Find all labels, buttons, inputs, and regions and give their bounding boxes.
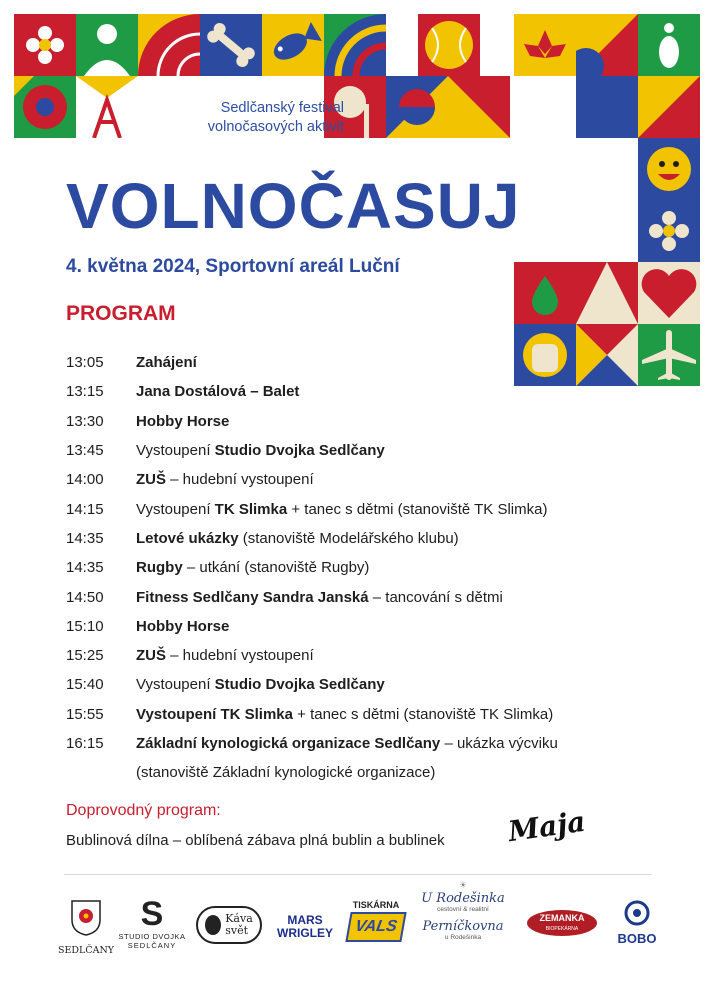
schedule-highlight: Jana Dostálová – Balet (136, 383, 300, 401)
sponsor-logos (0, 880, 713, 990)
sedlcany-logo (56, 900, 116, 956)
schedule-text: – hudební vystoupení (166, 647, 314, 665)
zemanka-line1: ZEMANKA (539, 913, 585, 923)
schedule-row (66, 407, 666, 436)
schedule-time: 14:00 (66, 471, 104, 489)
tiskarna-label: TISKÁRNA (352, 900, 400, 910)
studio-dvojka-logo (116, 896, 188, 950)
schedule-time: 15:55 (66, 705, 104, 723)
schedule-row (66, 494, 666, 523)
daisy-tile (638, 200, 700, 262)
schedule-description (136, 501, 666, 518)
blue-block-tile (576, 76, 638, 138)
schedule-description (136, 559, 666, 576)
schedule-description (136, 354, 666, 371)
schedule-description (136, 618, 666, 635)
wheel-tile (138, 14, 200, 76)
schedule-highlight: Fitness Sedlčany Sandra Janská (136, 588, 369, 606)
studio-s-icon: S (140, 895, 164, 933)
schedule-description (136, 413, 666, 430)
u-rodesinka-sub: cestovní & realitní (437, 906, 489, 913)
schedule-description (136, 647, 666, 664)
schedule-row (66, 377, 666, 406)
mars-line2: WRIGLEY (277, 926, 333, 940)
schedule-row (66, 641, 666, 670)
kava-line1: Káva (225, 912, 253, 925)
schedule-highlight: Základní kynologická organizace Sedlčany (136, 735, 441, 752)
footprint-tile (638, 14, 700, 76)
schedule-row (66, 758, 666, 787)
schedule-time: 13:05 (66, 354, 104, 372)
wedge-tile (576, 14, 638, 76)
accompanying-program-heading: Doprovodný program: (66, 802, 221, 819)
schedule-row (66, 436, 666, 465)
drop-tile (514, 262, 576, 324)
zemanka-line2: BIOPEKÁRNA (545, 926, 579, 932)
coat-of-arms-icon (71, 900, 101, 936)
schedule-description (136, 471, 666, 488)
schedule-highlight: ZUŠ (136, 471, 166, 489)
schedule-time: 14:50 (66, 588, 104, 606)
schedule-time: 15:10 (66, 617, 104, 635)
schedule-text: Vystoupení (136, 676, 215, 694)
schedule-text: + tanec s dětmi (stanoviště TK Slimka) (287, 500, 548, 518)
page-title: VOLNOČASUJ (66, 170, 521, 242)
rainbow-tile (324, 14, 386, 76)
schedule-row (66, 553, 666, 582)
lotus-tile (514, 14, 576, 76)
triangle-tile (448, 76, 510, 138)
schedule-text: Vystoupení (136, 442, 215, 460)
schedule-time: 13:30 (66, 412, 104, 430)
schedule-text: – tancování s dětmi (368, 588, 503, 606)
schedule-row (66, 612, 666, 641)
subtitle-line1: Sedlčanský festival (220, 100, 344, 116)
schedule-description (136, 764, 666, 781)
triangle-green-tile (576, 262, 638, 324)
coffee-bean-icon (205, 915, 221, 935)
ball-tile (418, 14, 480, 76)
schedule-time: 15:40 (66, 676, 104, 694)
schedule-time: 13:45 (66, 442, 104, 460)
schedule-description (136, 530, 666, 547)
tiskarna-vals-logo (344, 900, 408, 942)
schedule-text: Vystoupení (136, 500, 215, 518)
schedule-row (66, 582, 666, 611)
schedule-highlight: Letové ukázky (136, 529, 239, 547)
schedule-highlight: Zahájení (136, 354, 197, 372)
schedule-row (66, 729, 666, 758)
heart-tile (638, 262, 700, 324)
program-heading: PROGRAM (66, 302, 176, 325)
mars-line1: MARS (287, 913, 323, 927)
kava-svet-logo (196, 906, 262, 944)
schedule-time: 14:35 (66, 559, 104, 577)
schedule-highlight: Studio Dvojka Sedlčany (214, 676, 385, 694)
schedule-time: 15:25 (66, 647, 104, 665)
fish-tile (262, 14, 324, 76)
zemanka-logo (527, 910, 597, 936)
eye-tile (14, 76, 76, 138)
easel-tile (76, 76, 138, 138)
schedule-row (66, 348, 666, 377)
maja-logo: Maja (506, 804, 588, 849)
schedule-text: (stanoviště Modelářského klubu) (238, 529, 459, 547)
schedule-text: (stanoviště Základní kynologické organizace) (136, 764, 436, 782)
kava-line2: svět (225, 924, 249, 937)
schedule-highlight: Rugby (136, 559, 183, 577)
schedule-description (136, 676, 666, 693)
schedule-row (66, 670, 666, 699)
schedule-text: – hudební vystoupení (166, 471, 314, 489)
schedule-highlight: Hobby Horse (136, 617, 230, 635)
studio-line1: STUDIO DVOJKA (118, 932, 186, 941)
sun-icon: ☀ (458, 880, 468, 890)
bobo-logo (606, 900, 668, 946)
schedule-time: 13:15 (66, 383, 104, 401)
schedule-time: 16:15 (66, 735, 104, 752)
figure-tile (76, 14, 138, 76)
circle-tile (386, 76, 448, 138)
schedule-text: + tanec s dětmi (stanoviště TK Slimka) (292, 705, 554, 723)
bobo-icon (624, 900, 650, 926)
festival-subtitle (154, 99, 344, 137)
schedule-description (136, 589, 666, 606)
subtitle-line2: volnočasových aktivit (207, 119, 344, 135)
schedule-row (66, 700, 666, 729)
accompanying-program-text: Bublinová dílna – oblíbená zábava plná bublin a bublinek (66, 832, 445, 849)
schedule-highlight: TK Slimka (214, 500, 288, 518)
schedule-row (66, 465, 666, 494)
studio-line2: SEDLČANY (127, 941, 177, 950)
schedule-time: 14:15 (66, 500, 104, 518)
pernickovna-label: Perníčkovna (422, 919, 504, 934)
pernickovna-sub: u Rodešinka (444, 934, 482, 941)
schedule-text: – ukázka výcviku (440, 735, 558, 752)
schedule-description (136, 442, 666, 459)
mars-wrigley-logo (272, 914, 338, 940)
smiley-tile (638, 138, 700, 200)
event-date-location: 4. května 2024, Sportovní areál Luční (66, 256, 400, 277)
bone-tile (200, 14, 262, 76)
schedule-description (136, 735, 666, 752)
schedule-row (66, 524, 666, 553)
flower-tile (14, 14, 76, 76)
schedule-highlight: Vystoupení TK Slimka (136, 705, 293, 723)
yellow-block-tile (638, 76, 700, 138)
schedule-highlight: Studio Dvojka Sedlčany (214, 442, 385, 460)
schedule-highlight: ZUŠ (136, 647, 166, 665)
schedule-description (136, 383, 666, 400)
divider (64, 874, 652, 875)
schedule-text: – utkání (stanoviště Rugby) (182, 559, 370, 577)
schedule-description (136, 706, 666, 723)
program-schedule (66, 348, 666, 787)
u-rodesinka-label: U Rodešinka (421, 891, 505, 906)
schedule-time: 14:35 (66, 529, 104, 547)
sedlcany-label: SEDLČANY (57, 945, 115, 956)
vals-label: VALS (345, 912, 406, 942)
u-rodesinka-logo (418, 880, 508, 941)
schedule-highlight: Hobby Horse (136, 412, 230, 430)
bobo-label: BOBO (617, 931, 657, 946)
